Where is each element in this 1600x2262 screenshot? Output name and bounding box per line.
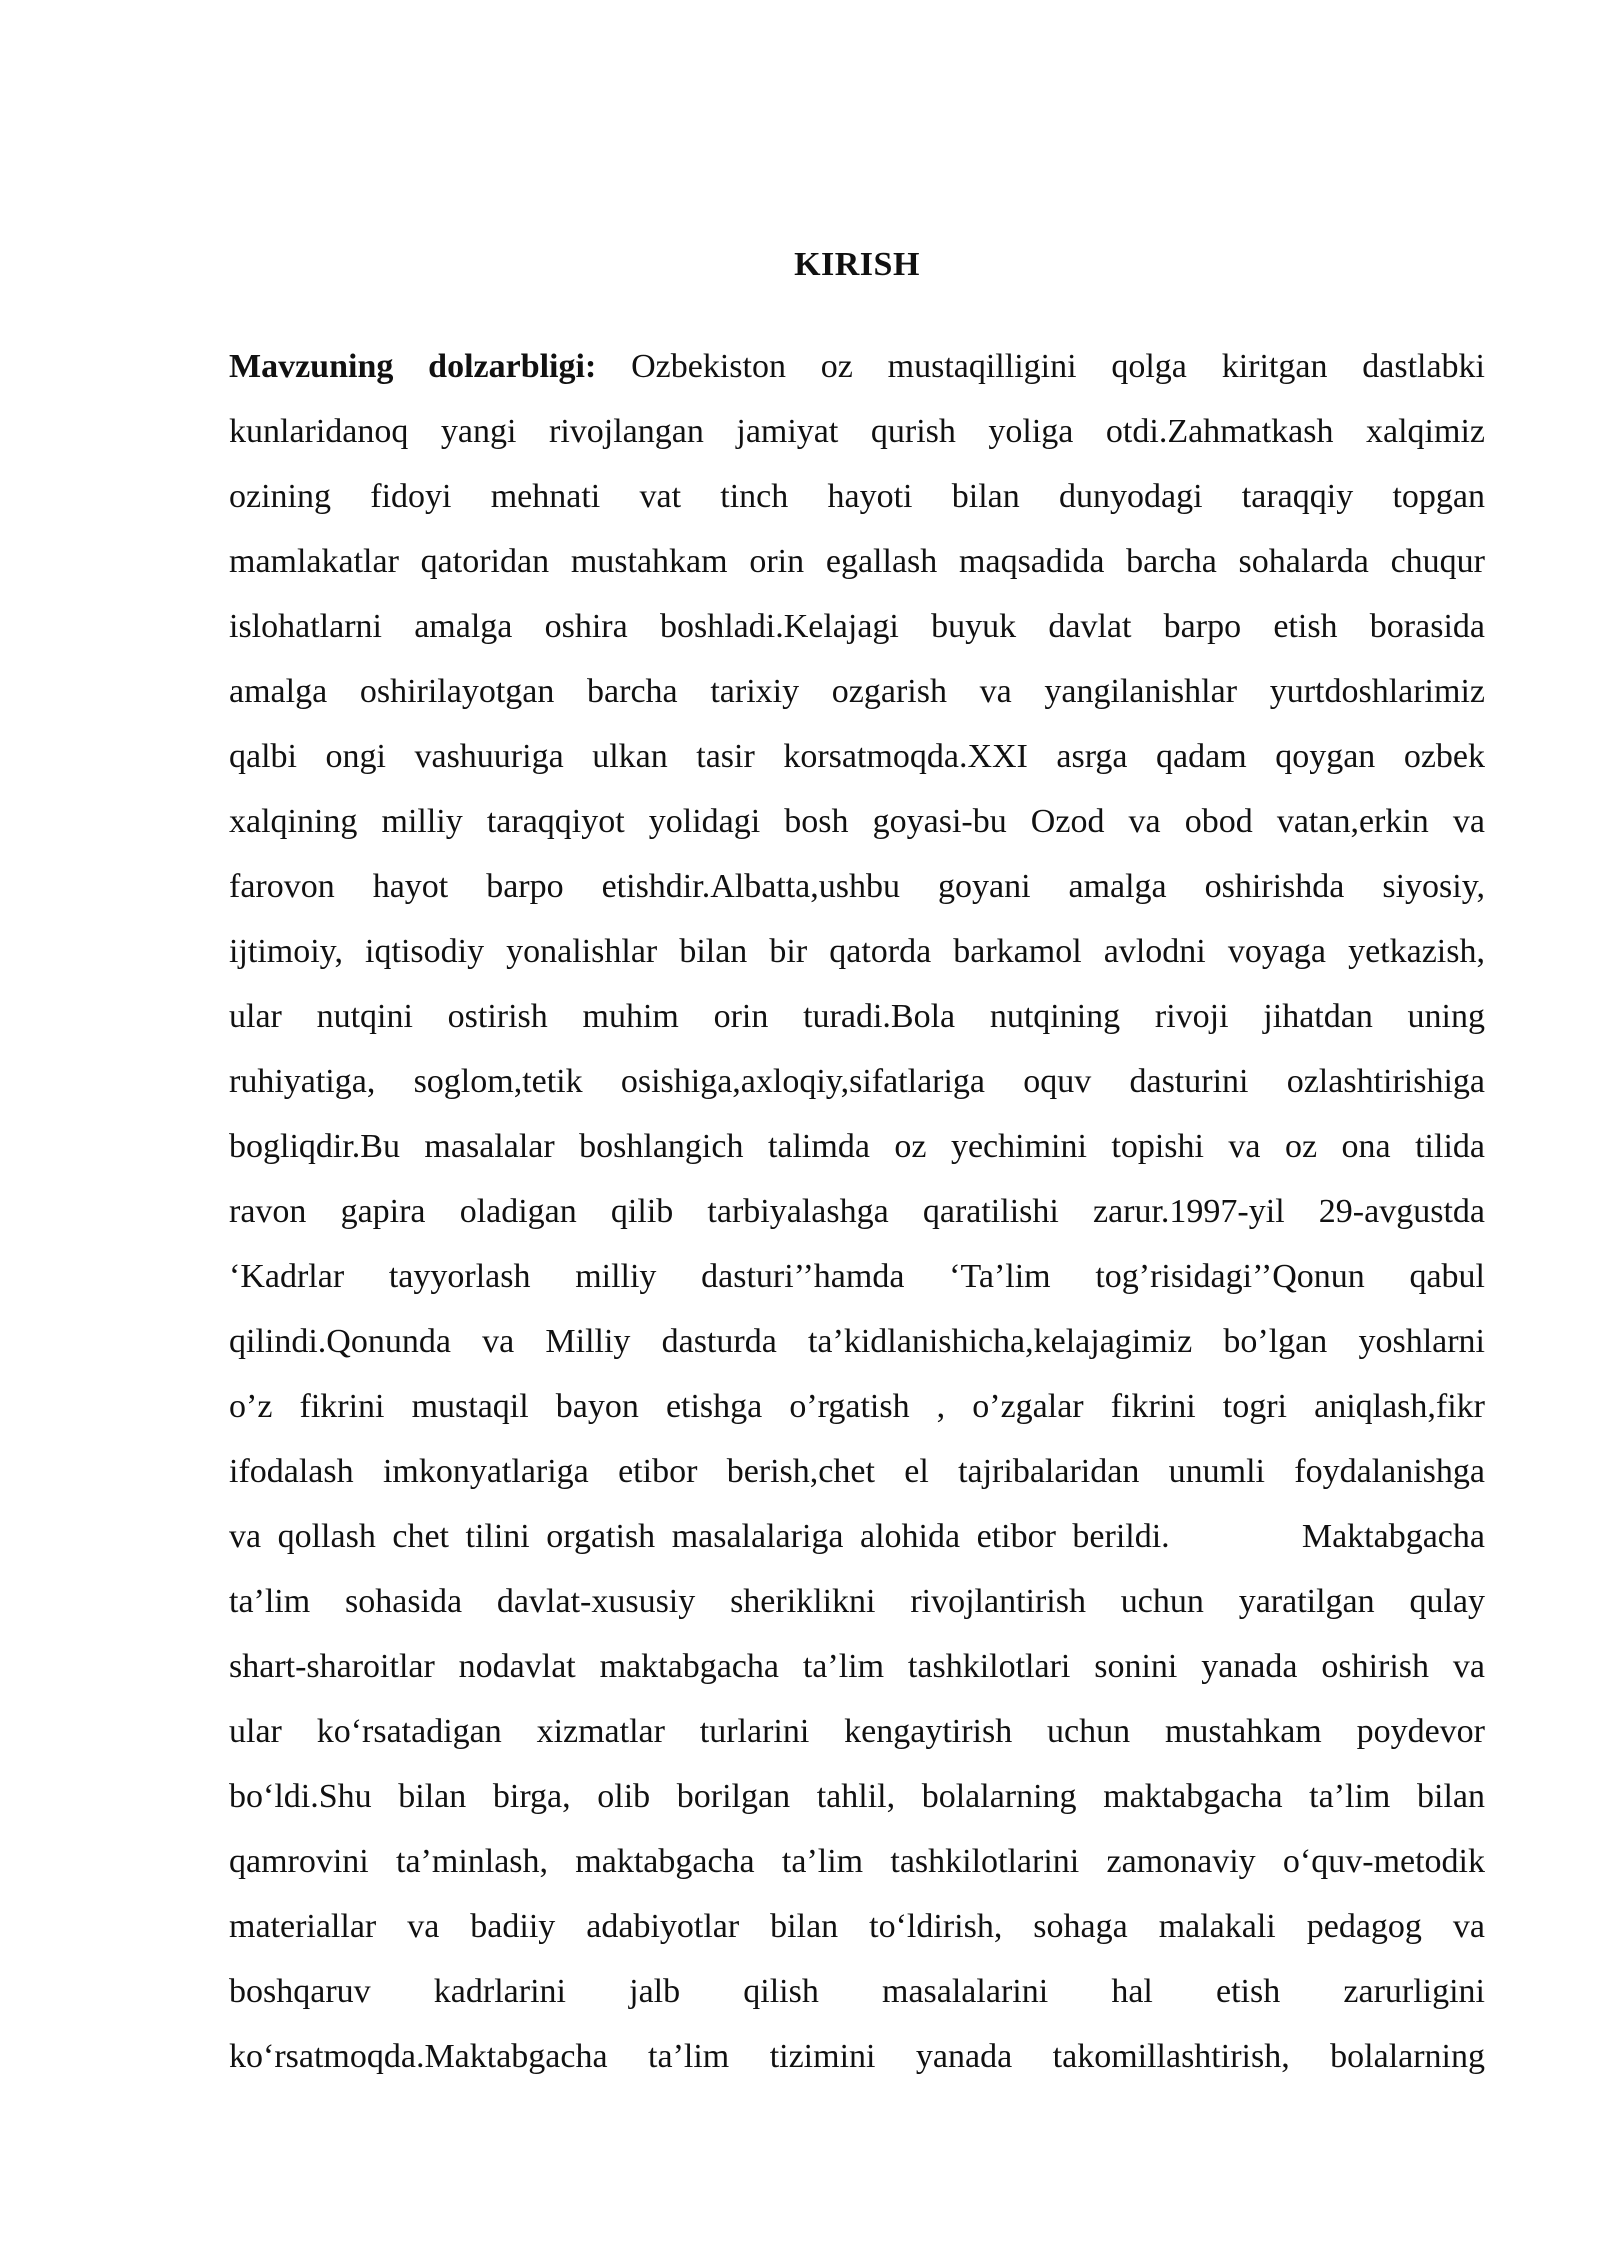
text-line: bogliqdir.Bu masalalar boshlangich talimda oz yechimini topishi va oz ona tilida xyxy=(229,1128,1485,1165)
text-line xyxy=(229,334,1485,399)
text-line: ruhiyatiga, soglom,tetik osishiga,axloqiy,sifatlariga oquv dasturini ozlashtirishiga xyxy=(229,1063,1485,1100)
text-line: kunlaridanoq yangi rivojlangan jamiyat qurish yoliga otdi.Zahmatkash xalqimiz xyxy=(229,413,1485,450)
text-line: ular nutqini ostirish muhim orin turadi.Bola nutqining rivoji jihatdan uning xyxy=(229,998,1485,1035)
text-line-content: Ozbekiston oz mustaqilligini qolga kiritgan dastlabki xyxy=(596,348,1485,385)
topic-relevance-label: Mavzuning dolzarbligi: xyxy=(229,348,597,385)
text-line: amalga oshirilayotgan barcha tarixiy ozgarish va yangilanishlar yurtdoshlarimiz xyxy=(229,673,1485,710)
text-line: ravon gapira oladigan qilib tarbiyalashga qaratilishi zarur.1997-yil 29-avgustda xyxy=(229,1193,1485,1230)
text-line: ko‘rsatmoqda.Maktabgacha ta’lim tizimini yanada takomillashtirish, bolalarning xyxy=(229,2038,1485,2075)
text-line: ifodalash imkonyatlariga etibor berish,chet el tajribalaridan unumli foydalanishga xyxy=(229,1453,1485,1490)
text-line: qamrovini ta’minlash, maktabgacha ta’lim tashkilotlarini zamonaviy o‘quv-metodik xyxy=(229,1843,1485,1880)
text-line: boshqaruv kadrlarini jalb qilish masalalarini hal etish zarurligini xyxy=(229,1973,1485,2010)
text-line: farovon hayot barpo etishdir.Albatta,ushbu goyani amalga oshirishda siyosiy, xyxy=(229,868,1485,905)
text-line: qalbi ongi vashuuriga ulkan tasir korsatmoqda.XXI asrga qadam qoygan ozbek xyxy=(229,738,1485,775)
text-line: ular ko‘rsatadigan xizmatlar turlarini kengaytirish uchun mustahkam poydevor xyxy=(229,1713,1485,1750)
document-body xyxy=(229,334,1485,2089)
document-title: KIRISH xyxy=(794,246,920,283)
text-line: bo‘ldi.Shu bilan birga, olib borilgan tahlil, bolalarning maktabgacha ta’lim bilan xyxy=(229,1778,1485,1815)
text-line: islohatlarni amalga oshira boshladi.Kelajagi buyuk davlat barpo etish borasida xyxy=(229,608,1485,645)
text-line: ‘Kadrlar tayyorlash milliy dasturi’’hamda ‘Ta’lim tog’risidagi’’Qonun qabul xyxy=(229,1258,1485,1295)
text-line: xalqining milliy taraqqiyot yolidagi bosh goyasi-bu Ozod va obod vatan,erkin va xyxy=(229,803,1485,840)
text-line: o’z fikrini mustaqil bayon etishga o’rgatish , o’zgalar fikrini togri aniqlash,fikr xyxy=(229,1388,1485,1425)
text-line: ta’lim sohasida davlat-xususiy sheriklikni rivojlantirish uchun yaratilgan qulay xyxy=(229,1583,1485,1620)
text-line: shart-sharoitlar nodavlat maktabgacha ta’lim tashkilotlari sonini yanada oshirish va xyxy=(229,1648,1485,1685)
text-line: qilindi.Qonunda va Milliy dasturda ta’kidlanishicha,kelajagimiz bo’lgan yoshlarni xyxy=(229,1323,1485,1360)
text-line: va qollash chet tilini orgatish masalalariga alohida etibor berildi. Maktabgacha xyxy=(229,1518,1485,1555)
text-line: ozining fidoyi mehnati vat tinch hayoti bilan dunyodagi taraqqiy topgan xyxy=(229,478,1485,515)
text-line: mamlakatlar qatoridan mustahkam orin egallash maqsadida barcha sohalarda chuqur xyxy=(229,543,1485,580)
text-line: ijtimoiy, iqtisodiy yonalishlar bilan bir qatorda barkamol avlodni voyaga yetkazish, xyxy=(229,933,1485,970)
text-line: materiallar va badiiy adabiyotlar bilan to‘ldirish, sohaga malakali pedagog va xyxy=(229,1908,1485,1945)
